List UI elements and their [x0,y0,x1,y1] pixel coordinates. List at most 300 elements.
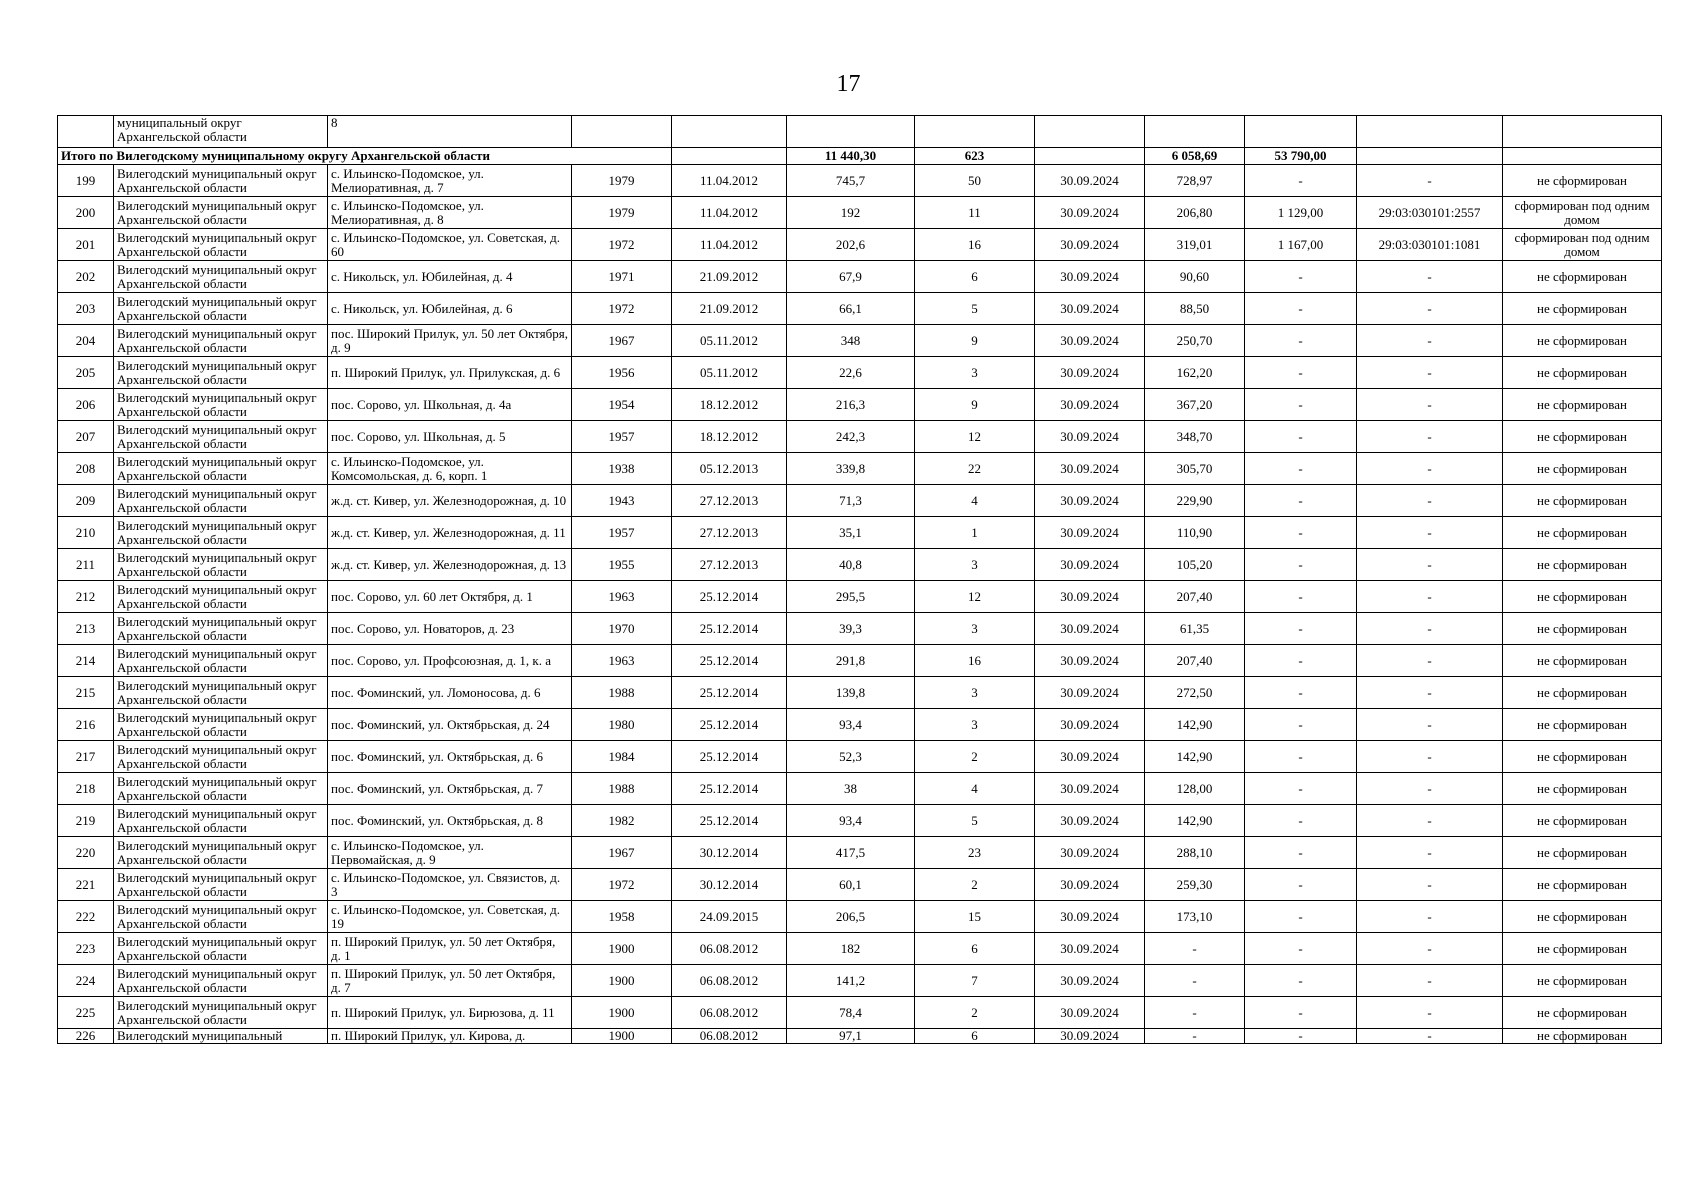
total-value: 53 790,00 [1245,148,1357,165]
cell-year: 1956 [572,357,672,389]
total-row [58,148,1662,165]
continuation-row [58,116,1662,148]
cell-owner: Вилегодский муниципальный округ Архангельской области [114,261,328,293]
table-row [58,229,1662,261]
cell-deadline: 30.09.2024 [1035,741,1145,773]
total-empty-date [672,148,787,165]
table-row [58,709,1662,741]
cell-land: 305,70 [1145,453,1245,485]
table-row [58,197,1662,229]
cell-date: 25.12.2014 [672,741,787,773]
cell-area: 66,1 [787,293,915,325]
cell-date: 05.12.2013 [672,453,787,485]
cell-owner: Вилегодский муниципальный округ Архангельской области [114,869,328,901]
cell-value: - [1245,613,1357,645]
cell-year: 1972 [572,293,672,325]
cell-residents: 5 [915,805,1035,837]
cell-land: 319,01 [1145,229,1245,261]
cell-status [1503,116,1662,148]
cell-land: 728,97 [1145,165,1245,197]
cell-area: 348 [787,325,915,357]
cell-address: с. Ильинско-Подомское, ул. Комсомольская, д. 6, корп. 1 [328,453,572,485]
table-row [58,613,1662,645]
cell-land [1145,116,1245,148]
cell-status: не сформирован [1503,741,1662,773]
cell-date: 06.08.2012 [672,933,787,965]
cell-year: 1982 [572,805,672,837]
cell-value: - [1245,549,1357,581]
cell-address: пос. Фоминский, ул. Ломоносова, д. 6 [328,677,572,709]
cell-owner: Вилегодский муниципальный округ Архангельской области [114,901,328,933]
cell-cadastre: - [1357,677,1503,709]
cell-residents: 12 [915,421,1035,453]
table-row [58,581,1662,613]
cell-year: 1900 [572,933,672,965]
cell-owner: Вилегодский муниципальный округ Архангельской области [114,197,328,229]
cell-land: 367,20 [1145,389,1245,421]
table-row [58,389,1662,421]
cell-number: 218 [58,773,114,805]
cell-number [58,116,114,148]
cell-status: не сформирован [1503,261,1662,293]
cell-address: п. Широкий Прилук, ул. Кирова, д. [328,1029,572,1044]
cell-residents: 22 [915,453,1035,485]
cell-number: 215 [58,677,114,709]
cell-number: 207 [58,421,114,453]
cell-value: - [1245,517,1357,549]
cell-land: 142,90 [1145,805,1245,837]
table-row [58,357,1662,389]
table-row [58,837,1662,869]
table-row [58,325,1662,357]
cell-owner: Вилегодский муниципальный округ Архангельской области [114,997,328,1029]
cell-status: не сформирован [1503,933,1662,965]
cell-area: 39,3 [787,613,915,645]
cell-status: не сформирован [1503,165,1662,197]
cell-date: 25.12.2014 [672,709,787,741]
cell-deadline: 30.09.2024 [1035,773,1145,805]
cell-residents: 7 [915,965,1035,997]
cell-land: 142,90 [1145,709,1245,741]
cell-value: - [1245,1029,1357,1044]
cell-number: 209 [58,485,114,517]
cell-owner: Вилегодский муниципальный округ Архангельской области [114,389,328,421]
cell-cadastre: - [1357,581,1503,613]
cell-date: 25.12.2014 [672,805,787,837]
cell-address: с. Никольск, ул. Юбилейная, д. 4 [328,261,572,293]
cell-residents: 12 [915,581,1035,613]
cell-value: - [1245,997,1357,1029]
cell-value: - [1245,901,1357,933]
table-row [58,965,1662,997]
cell-residents: 3 [915,549,1035,581]
table-row [58,997,1662,1029]
cell-land: 90,60 [1145,261,1245,293]
cell-number: 208 [58,453,114,485]
cell-address: ж.д. ст. Кивер, ул. Железнодорожная, д. 10 [328,485,572,517]
cell-address: с. Ильинско-Подомское, ул. Мелиоративная, д. 7 [328,165,572,197]
cell-cadastre: - [1357,805,1503,837]
total-label: Итого по Вилегодскому муниципальному округу Архангельской области [58,148,672,165]
cell-land: 142,90 [1145,741,1245,773]
cell-deadline: 30.09.2024 [1035,261,1145,293]
cell-cadastre: - [1357,325,1503,357]
cell-year: 1967 [572,837,672,869]
cell-number: 222 [58,901,114,933]
cell-owner: Вилегодский муниципальный округ Архангельской области [114,645,328,677]
cell-land: 105,20 [1145,549,1245,581]
cell-status: не сформирован [1503,389,1662,421]
cell-deadline: 30.09.2024 [1035,517,1145,549]
cell-deadline: 30.09.2024 [1035,453,1145,485]
cell-cadastre: - [1357,421,1503,453]
cell-area: 141,2 [787,965,915,997]
cell-cadastre: - [1357,773,1503,805]
table-row [58,261,1662,293]
cell-residents: 9 [915,389,1035,421]
cell-status: не сформирован [1503,869,1662,901]
cell-address: 8 [328,116,572,148]
cell-residents: 4 [915,485,1035,517]
cell-area: 216,3 [787,389,915,421]
cell-cadastre [1357,116,1503,148]
cell-deadline: 30.09.2024 [1035,357,1145,389]
cell-year: 1988 [572,773,672,805]
cell-residents: 16 [915,645,1035,677]
cell-date: 30.12.2014 [672,869,787,901]
cell-year: 1957 [572,421,672,453]
cell-cadastre: - [1357,549,1503,581]
cell-date: 27.12.2013 [672,517,787,549]
cell-deadline [1035,116,1145,148]
cell-status: не сформирован [1503,965,1662,997]
cell-deadline: 30.09.2024 [1035,965,1145,997]
cell-cadastre: - [1357,645,1503,677]
table-row [58,485,1662,517]
cell-deadline: 30.09.2024 [1035,645,1145,677]
cell-number: 226 [58,1029,114,1044]
cell-residents: 3 [915,677,1035,709]
cell-number: 221 [58,869,114,901]
cell-area: 22,6 [787,357,915,389]
cell-area: 206,5 [787,901,915,933]
cell-land: 229,90 [1145,485,1245,517]
cell-residents: 23 [915,837,1035,869]
cell-cadastre: - [1357,261,1503,293]
cell-status: не сформирован [1503,581,1662,613]
cell-land: - [1145,933,1245,965]
cell-land: - [1145,965,1245,997]
table-row [58,517,1662,549]
cell-owner: Вилегодский муниципальный округ Архангельской области [114,933,328,965]
cell-year: 1979 [572,165,672,197]
cell-value: - [1245,965,1357,997]
cell-deadline: 30.09.2024 [1035,997,1145,1029]
cell-address: с. Никольск, ул. Юбилейная, д. 6 [328,293,572,325]
cell-value: - [1245,293,1357,325]
cell-status: не сформирован [1503,837,1662,869]
cell-date: 18.12.2012 [672,421,787,453]
cell-status: не сформирован [1503,325,1662,357]
cell-deadline: 30.09.2024 [1035,549,1145,581]
cell-owner: Вилегодский муниципальный округ Архангельской области [114,837,328,869]
cell-date: 21.09.2012 [672,261,787,293]
cell-residents: 3 [915,613,1035,645]
cell-deadline: 30.09.2024 [1035,869,1145,901]
cell-number: 217 [58,741,114,773]
cell-date: 21.09.2012 [672,293,787,325]
cell-deadline: 30.09.2024 [1035,229,1145,261]
cell-residents: 5 [915,293,1035,325]
cell-address: пос. Сорово, ул. Новаторов, д. 23 [328,613,572,645]
cell-number: 203 [58,293,114,325]
cell-land: 162,20 [1145,357,1245,389]
cell-status: не сформирован [1503,997,1662,1029]
cell-land: - [1145,1029,1245,1044]
cell-status: не сформирован [1503,453,1662,485]
total-empty-cadastre [1357,148,1503,165]
cell-cadastre: - [1357,165,1503,197]
cell-land: 88,50 [1145,293,1245,325]
cell-area: 242,3 [787,421,915,453]
cell-date: 05.11.2012 [672,357,787,389]
cell-value: - [1245,261,1357,293]
cell-address: п. Широкий Прилук, ул. Бирюзова, д. 11 [328,997,572,1029]
cell-deadline: 30.09.2024 [1035,421,1145,453]
cell-year: 1943 [572,485,672,517]
cell-date: 06.08.2012 [672,997,787,1029]
cell-owner: Вилегодский муниципальный округ Архангельской области [114,485,328,517]
cell-address: п. Широкий Прилук, ул. 50 лет Октября, д. 7 [328,965,572,997]
cell-address: с. Ильинско-Подомское, ул. Советская, д. 60 [328,229,572,261]
cell-year: 1971 [572,261,672,293]
cell-number: 213 [58,613,114,645]
cell-cadastre: - [1357,293,1503,325]
cell-area: 93,4 [787,805,915,837]
cell-value: - [1245,709,1357,741]
cell-date: 06.08.2012 [672,965,787,997]
cell-area: 192 [787,197,915,229]
cell-area: 745,7 [787,165,915,197]
table-row [58,869,1662,901]
cell-date: 25.12.2014 [672,613,787,645]
cell-area: 40,8 [787,549,915,581]
cell-land: 61,35 [1145,613,1245,645]
cell-number: 210 [58,517,114,549]
cell-number: 200 [58,197,114,229]
cell-status: не сформирован [1503,485,1662,517]
cell-residents: 3 [915,357,1035,389]
cell-address: с. Ильинско-Подомское, ул. Советская, д. 19 [328,901,572,933]
cell-number: 225 [58,997,114,1029]
cell-residents: 1 [915,517,1035,549]
cell-status: не сформирован [1503,517,1662,549]
cell-date: 25.12.2014 [672,581,787,613]
cell-value: - [1245,581,1357,613]
cell-cadastre: - [1357,965,1503,997]
cell-value: - [1245,325,1357,357]
cell-status: не сформирован [1503,805,1662,837]
table-row [58,645,1662,677]
cell-residents: 16 [915,229,1035,261]
cell-number: 201 [58,229,114,261]
cell-cadastre: - [1357,997,1503,1029]
cell-year: 1972 [572,229,672,261]
cell-date: 11.04.2012 [672,165,787,197]
cell-year: 1938 [572,453,672,485]
cell-cadastre: - [1357,933,1503,965]
cell-value: - [1245,869,1357,901]
cell-year: 1954 [572,389,672,421]
cell-value: - [1245,165,1357,197]
cell-owner: Вилегодский муниципальный округ Архангельской области [114,421,328,453]
cell-owner: Вилегодский муниципальный округ Архангельской области [114,773,328,805]
cell-cadastre: - [1357,357,1503,389]
cell-value: - [1245,677,1357,709]
cell-number: 205 [58,357,114,389]
cell-cadastre: - [1357,709,1503,741]
cell-year: 1970 [572,613,672,645]
cell-address: пос. Сорово, ул. 60 лет Октября, д. 1 [328,581,572,613]
cell-number: 219 [58,805,114,837]
cell-deadline: 30.09.2024 [1035,485,1145,517]
cell-address: п. Широкий Прилук, ул. 50 лет Октября, д. 1 [328,933,572,965]
cell-date: 25.12.2014 [672,773,787,805]
cell-address: с. Ильинско-Подомское, ул. Мелиоративная, д. 8 [328,197,572,229]
cell-deadline: 30.09.2024 [1035,709,1145,741]
cell-value: - [1245,837,1357,869]
cell-residents: 2 [915,997,1035,1029]
cell-land: 110,90 [1145,517,1245,549]
total-empty-deadline [1035,148,1145,165]
cell-owner: Вилегодский муниципальный округ Архангельской области [114,229,328,261]
cell-year: 1972 [572,869,672,901]
cell-date: 06.08.2012 [672,1029,787,1044]
table-row [58,165,1662,197]
cell-land: 173,10 [1145,901,1245,933]
cell-area: 182 [787,933,915,965]
cell-residents: 9 [915,325,1035,357]
cell-status: не сформирован [1503,773,1662,805]
cell-land: 206,80 [1145,197,1245,229]
cell-cadastre: - [1357,837,1503,869]
cell-deadline: 30.09.2024 [1035,805,1145,837]
cell-area: 139,8 [787,677,915,709]
cell-date: 05.11.2012 [672,325,787,357]
cell-address: пос. Сорово, ул. Школьная, д. 4а [328,389,572,421]
cell-area: 35,1 [787,517,915,549]
cell-land: 250,70 [1145,325,1245,357]
cell-address: пос. Фоминский, ул. Октябрьская, д. 8 [328,805,572,837]
cell-status: не сформирован [1503,357,1662,389]
cell-deadline: 30.09.2024 [1035,325,1145,357]
table-row [58,773,1662,805]
table-row [58,1029,1662,1044]
cell-value: - [1245,805,1357,837]
cell-residents: 2 [915,869,1035,901]
cell-status: сформирован под одним домом [1503,229,1662,261]
cell-address: пос. Сорово, ул. Школьная, д. 5 [328,421,572,453]
cell-area: 97,1 [787,1029,915,1044]
table-row [58,901,1662,933]
cell-owner: Вилегодский муниципальный округ Архангельской области [114,293,328,325]
cell-cadastre: - [1357,613,1503,645]
cell-status: не сформирован [1503,901,1662,933]
cell-status: не сформирован [1503,677,1662,709]
cell-year: 1963 [572,581,672,613]
cell-area: 417,5 [787,837,915,869]
cell-owner: Вилегодский муниципальный округ Архангельской области [114,517,328,549]
cell-year: 1958 [572,901,672,933]
cell-deadline: 30.09.2024 [1035,165,1145,197]
cell-year: 1963 [572,645,672,677]
cell-deadline: 30.09.2024 [1035,1029,1145,1044]
table-row [58,677,1662,709]
cell-owner: муниципальный округ Архангельской области [114,116,328,148]
cell-number: 220 [58,837,114,869]
cell-area: 93,4 [787,709,915,741]
cell-year: 1984 [572,741,672,773]
cell-status: не сформирован [1503,709,1662,741]
cell-residents: 3 [915,709,1035,741]
cell-owner: Вилегодский муниципальный округ Архангельской области [114,357,328,389]
cell-deadline: 30.09.2024 [1035,901,1145,933]
cell-number: 202 [58,261,114,293]
cell-date: 27.12.2013 [672,485,787,517]
cell-year [572,116,672,148]
cell-area: 67,9 [787,261,915,293]
cell-number: 223 [58,933,114,965]
cell-date: 25.12.2014 [672,645,787,677]
cell-land: 348,70 [1145,421,1245,453]
cell-area: 52,3 [787,741,915,773]
cell-address: пос. Фоминский, ул. Октябрьская, д. 7 [328,773,572,805]
cell-owner: Вилегодский муниципальный округ Архангельской области [114,805,328,837]
cell-address: ж.д. ст. Кивер, ул. Железнодорожная, д. 11 [328,517,572,549]
cell-cadastre: - [1357,741,1503,773]
cell-status: сформирован под одним домом [1503,197,1662,229]
cell-cadastre: - [1357,517,1503,549]
cell-area: 339,8 [787,453,915,485]
cell-date: 24.09.2015 [672,901,787,933]
cell-address: пос. Сорово, ул. Профсоюзная, д. 1, к. а [328,645,572,677]
cell-value: - [1245,741,1357,773]
total-residents: 623 [915,148,1035,165]
table-row [58,805,1662,837]
cell-residents: 11 [915,197,1035,229]
cell-cadastre: - [1357,389,1503,421]
cell-deadline: 30.09.2024 [1035,581,1145,613]
cell-deadline: 30.09.2024 [1035,677,1145,709]
total-land: 6 058,69 [1145,148,1245,165]
cell-address: пос. Фоминский, ул. Октябрьская, д. 24 [328,709,572,741]
cell-deadline: 30.09.2024 [1035,837,1145,869]
cell-land: 207,40 [1145,581,1245,613]
cell-owner: Вилегодский муниципальный округ Архангельской области [114,709,328,741]
cell-owner: Вилегодский муниципальный округ Архангельской области [114,677,328,709]
total-empty-status [1503,148,1662,165]
cell-residents: 6 [915,261,1035,293]
cell-status: не сформирован [1503,645,1662,677]
cell-residents: 6 [915,1029,1035,1044]
cell-owner: Вилегодский муниципальный округ Архангельской области [114,549,328,581]
cell-date: 11.04.2012 [672,229,787,261]
cell-value: - [1245,933,1357,965]
table-row [58,453,1662,485]
cell-owner: Вилегодский муниципальный округ Архангельской области [114,581,328,613]
cell-land: 128,00 [1145,773,1245,805]
cell-owner: Вилегодский муниципальный округ Архангельской области [114,325,328,357]
